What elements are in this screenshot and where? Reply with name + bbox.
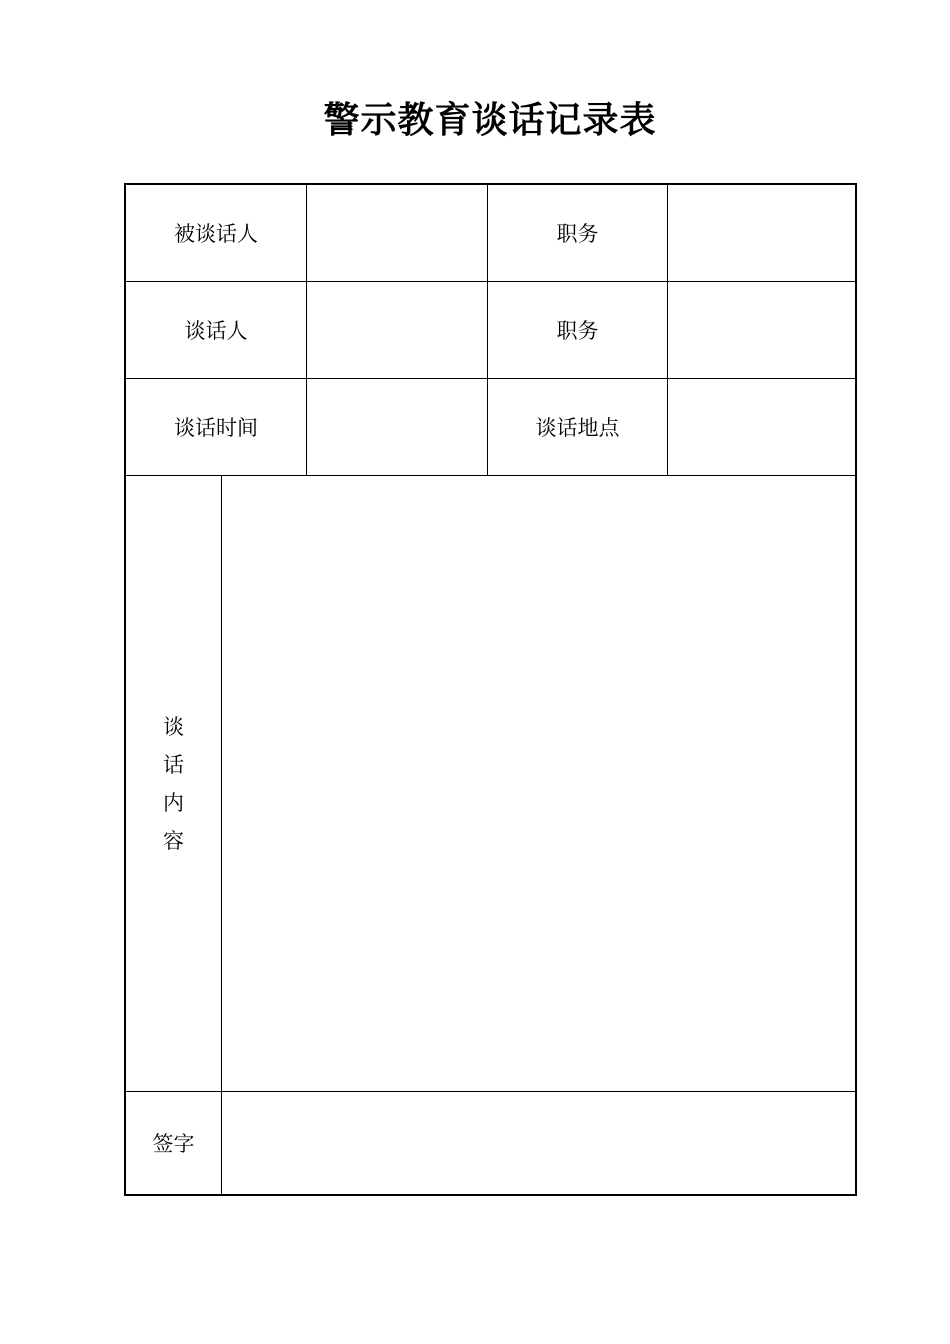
interviewer-position-label: 职务 xyxy=(488,282,668,378)
time-label: 谈话时间 xyxy=(126,379,307,475)
interviewee-field[interactable] xyxy=(307,185,488,281)
signature-row xyxy=(126,1092,855,1194)
interviewee-position-label: 职务 xyxy=(488,185,668,281)
content-row xyxy=(126,476,855,1092)
content-field[interactable] xyxy=(222,476,855,1091)
interviewee-row xyxy=(126,185,855,282)
interviewee-label: 被谈话人 xyxy=(126,185,307,281)
interviewer-row xyxy=(126,282,855,379)
interviewer-label: 谈话人 xyxy=(126,282,307,378)
interview-record-form xyxy=(124,183,857,1196)
time-place-row xyxy=(126,379,855,476)
content-label-char: 话 xyxy=(163,752,184,777)
interviewee-position-field[interactable] xyxy=(668,185,855,281)
interviewer-field[interactable] xyxy=(307,282,488,378)
content-label-char: 内 xyxy=(163,790,184,815)
signature-field[interactable] xyxy=(222,1092,855,1194)
signature-label: 签字 xyxy=(126,1092,222,1194)
content-label xyxy=(126,476,222,1091)
form-title: 警示教育谈话记录表 xyxy=(323,99,657,141)
time-field[interactable] xyxy=(307,379,488,475)
content-label-char: 容 xyxy=(163,828,184,853)
content-label-char: 谈 xyxy=(163,714,184,739)
interviewer-position-field[interactable] xyxy=(668,282,855,378)
place-label: 谈话地点 xyxy=(488,379,668,475)
place-field[interactable] xyxy=(668,379,855,475)
